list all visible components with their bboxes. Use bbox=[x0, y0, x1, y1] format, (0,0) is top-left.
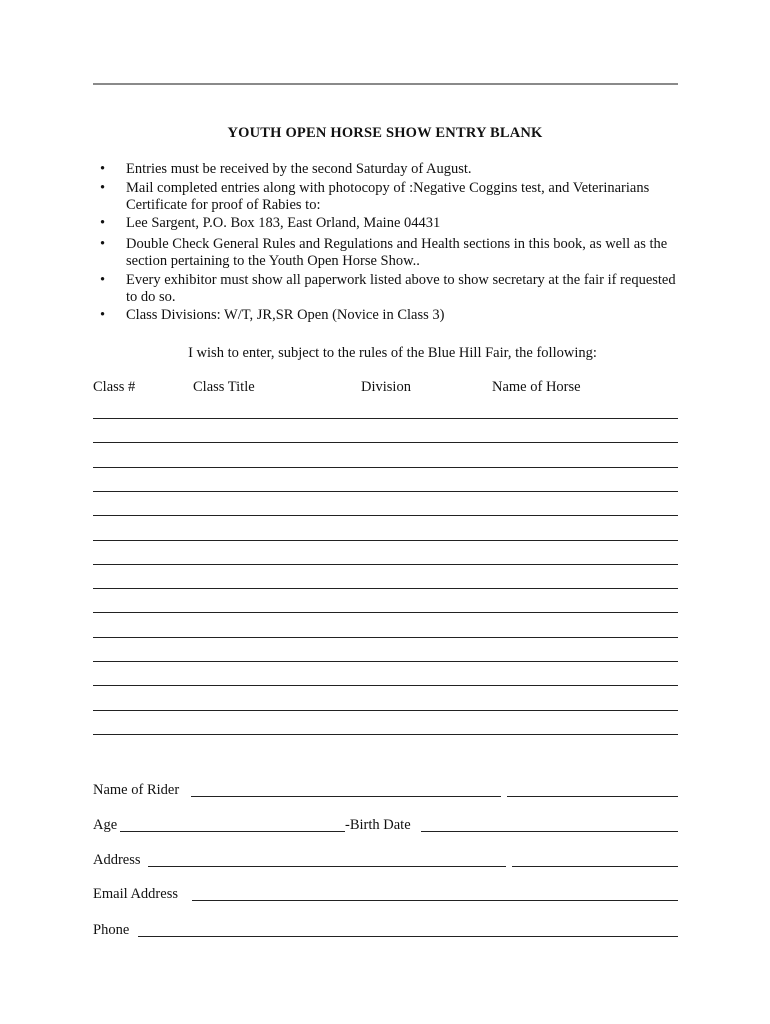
bullet-icon: • bbox=[100, 271, 106, 288]
instruction-text: Entries must be received by the second Saturday of August. bbox=[126, 161, 472, 177]
rider-name-extra-field[interactable] bbox=[507, 796, 678, 797]
bullet-icon: • bbox=[100, 215, 106, 231]
column-header-class-title: Class Title bbox=[193, 379, 255, 395]
age-field[interactable] bbox=[120, 831, 345, 832]
entry-line[interactable] bbox=[93, 540, 678, 541]
entry-line[interactable] bbox=[93, 491, 678, 492]
column-header-horse-name: Name of Horse bbox=[492, 379, 581, 395]
entry-line[interactable] bbox=[93, 515, 678, 516]
entry-line[interactable] bbox=[93, 685, 678, 686]
instruction-text: Mail completed entries along with photocopy of :Negative Coggins test, and Veterinarians Certificate for proof of Rabies to: bbox=[126, 179, 650, 213]
instruction-item bbox=[100, 161, 680, 178]
instruction-text: Every exhibitor must show all paperwork listed above to show secretary at the fair if requested to do so. bbox=[126, 271, 676, 305]
instruction-text: Class Divisions: W/T, JR,SR Open (Novice in Class 3) bbox=[126, 307, 445, 323]
instruction-item bbox=[100, 307, 680, 324]
form-title: YOUTH OPEN HORSE SHOW ENTRY BLANK bbox=[227, 125, 543, 141]
age-birthdate-row bbox=[93, 816, 678, 836]
phone-row bbox=[93, 921, 678, 941]
entry-line[interactable] bbox=[93, 588, 678, 589]
column-header-class-number: Class # bbox=[93, 379, 136, 395]
address-field[interactable] bbox=[148, 866, 506, 867]
email-field[interactable] bbox=[192, 900, 678, 901]
entry-line[interactable] bbox=[93, 637, 678, 638]
entry-line[interactable] bbox=[93, 710, 678, 711]
entry-line[interactable] bbox=[93, 564, 678, 565]
rider-name-row bbox=[93, 781, 678, 801]
address-row bbox=[93, 851, 678, 871]
entry-line[interactable] bbox=[93, 467, 678, 468]
entry-line[interactable] bbox=[93, 734, 678, 735]
birth-date-field[interactable] bbox=[421, 831, 678, 832]
email-label: Email Address bbox=[93, 886, 178, 902]
instruction-item bbox=[100, 215, 680, 232]
phone-field[interactable] bbox=[138, 936, 678, 937]
rider-name-field[interactable] bbox=[191, 796, 501, 797]
age-label: Age bbox=[93, 817, 118, 833]
bullet-icon: • bbox=[100, 236, 106, 252]
instruction-item bbox=[100, 272, 680, 306]
instruction-item bbox=[100, 236, 680, 270]
column-header-division: Division bbox=[361, 379, 411, 395]
entry-line[interactable] bbox=[93, 661, 678, 662]
phone-label: Phone bbox=[93, 922, 130, 938]
bullet-icon: • bbox=[100, 179, 106, 196]
instruction-text: Lee Sargent, P.O. Box 183, East Orland, Maine 04431 bbox=[126, 215, 441, 231]
entry-line[interactable] bbox=[93, 418, 678, 419]
address-label: Address bbox=[93, 852, 141, 868]
entry-intro: I wish to enter, subject to the rules of the Blue Hill Fair, the following: bbox=[188, 345, 597, 361]
instruction-text: Double Check General Rules and Regulations and Health sections in this book, as well as the section pertaining to the Youth Open Horse Show.. bbox=[126, 236, 668, 269]
instructions-list bbox=[100, 161, 680, 326]
entry-line[interactable] bbox=[93, 612, 678, 613]
rider-name-label: Name of Rider bbox=[93, 782, 180, 798]
address-extra-field[interactable] bbox=[512, 866, 678, 867]
instruction-item bbox=[100, 180, 680, 214]
birth-date-label: -Birth Date bbox=[345, 817, 411, 833]
bullet-icon: • bbox=[100, 161, 106, 177]
entry-line[interactable] bbox=[93, 442, 678, 443]
top-rule bbox=[93, 83, 678, 85]
bullet-icon: • bbox=[100, 307, 106, 323]
email-row bbox=[93, 885, 678, 905]
